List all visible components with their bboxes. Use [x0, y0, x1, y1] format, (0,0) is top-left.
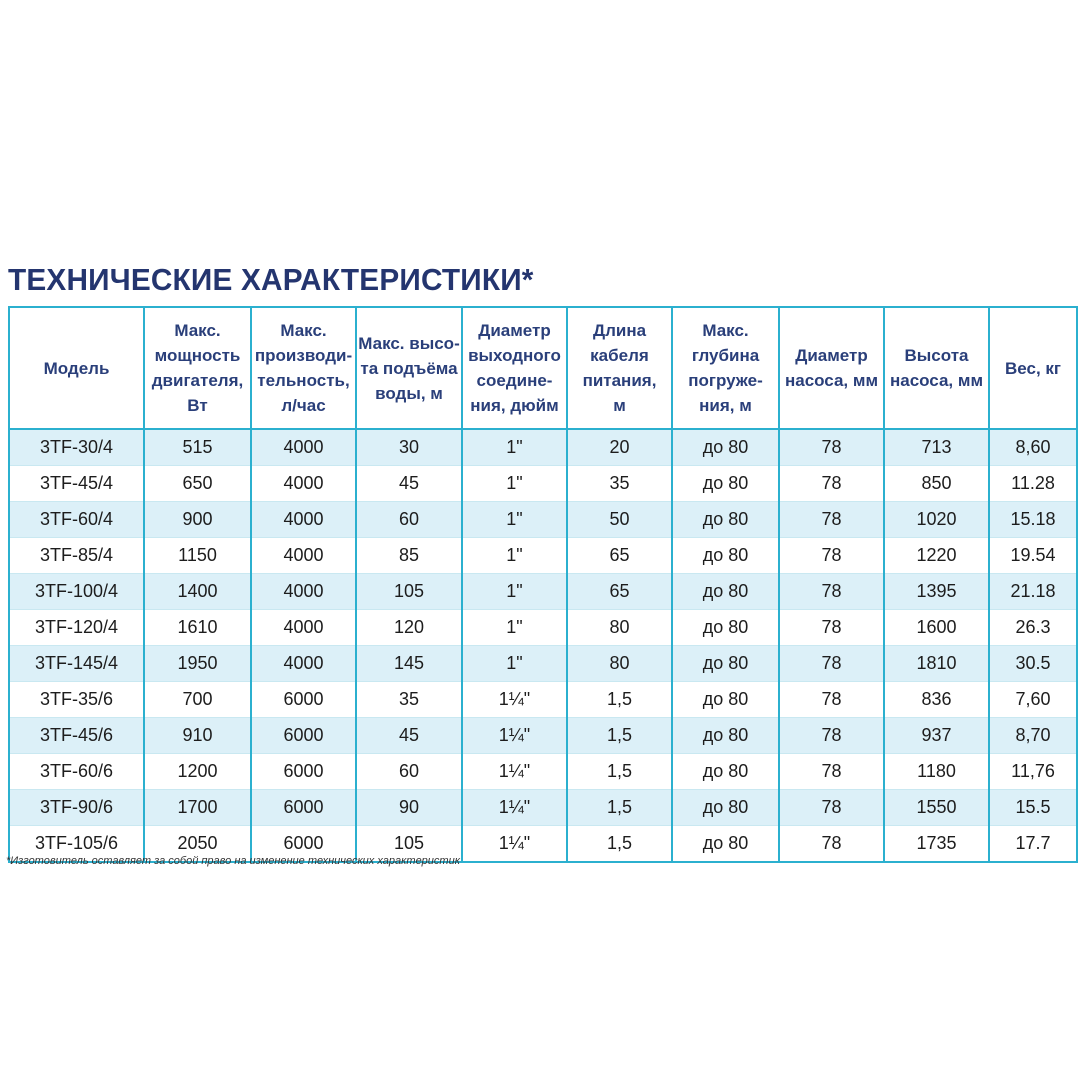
- table-row: [9, 718, 1077, 754]
- table-cell-max-power: 1200: [144, 754, 251, 790]
- table-cell-weight: 11,76: [989, 754, 1077, 790]
- table-cell-weight: 19.54: [989, 538, 1077, 574]
- table-cell-max-depth: до 80: [672, 466, 779, 502]
- table-cell-pump-diameter: 78: [779, 790, 884, 826]
- column-header-line: мощность: [154, 346, 241, 365]
- column-header-line: соедине-: [476, 371, 553, 390]
- table-cell-weight: 15.18: [989, 502, 1077, 538]
- table-cell-pump-diameter: 78: [779, 646, 884, 682]
- table-cell-max-depth: до 80: [672, 826, 779, 863]
- table-cell-max-power: 1610: [144, 610, 251, 646]
- table-cell-pump-height: 713: [884, 429, 989, 466]
- column-header-line: Длина: [592, 321, 647, 340]
- table-cell-max-head: 35: [356, 682, 462, 718]
- table-cell-max-power: 910: [144, 718, 251, 754]
- footnote: *Изготовитель оставляет за собой право на изменение технических характеристик: [6, 855, 460, 867]
- table-cell-max-capacity: 6000: [251, 790, 356, 826]
- column-header-line: м: [613, 396, 626, 415]
- table-cell-max-depth: до 80: [672, 790, 779, 826]
- table-cell-cable-length: 1,5: [567, 826, 672, 863]
- table-cell-max-head: 145: [356, 646, 462, 682]
- column-header-line: Вес, кг: [1005, 358, 1061, 378]
- table-row: [9, 574, 1077, 610]
- table-cell-outlet-diameter: 1¼": [462, 790, 567, 826]
- table-cell-model: 3TF-45/4: [9, 466, 144, 502]
- column-header-line: ния, м: [699, 396, 752, 415]
- column-header-line: питания,: [582, 371, 657, 390]
- table-cell-max-head: 105: [356, 574, 462, 610]
- table-header: [9, 307, 1077, 429]
- table-cell-model: 3TF-30/4: [9, 429, 144, 466]
- table-cell-max-power: 2050: [144, 826, 251, 863]
- table-cell-outlet-diameter: 1¼": [462, 754, 567, 790]
- table-cell-pump-diameter: 78: [779, 466, 884, 502]
- table-cell-cable-length: 1,5: [567, 682, 672, 718]
- column-header-line: тельность,: [257, 371, 350, 390]
- column-header-model: [9, 307, 144, 429]
- column-header-cable-length: [567, 307, 672, 429]
- table-cell-weight: 8,60: [989, 429, 1077, 466]
- table-cell-pump-diameter: 78: [779, 574, 884, 610]
- table-cell-max-head: 90: [356, 790, 462, 826]
- table-cell-weight: 21.18: [989, 574, 1077, 610]
- table-cell-max-capacity: 4000: [251, 574, 356, 610]
- column-header-pump-height: [884, 307, 989, 429]
- table-cell-model: 3TF-145/4: [9, 646, 144, 682]
- table-cell-pump-height: 1020: [884, 502, 989, 538]
- table-cell-model: 3TF-120/4: [9, 610, 144, 646]
- table-cell-pump-height: 850: [884, 466, 989, 502]
- table-row: [9, 682, 1077, 718]
- table-cell-cable-length: 1,5: [567, 718, 672, 754]
- table-cell-cable-length: 1,5: [567, 754, 672, 790]
- table-cell-model: 3TF-60/6: [9, 754, 144, 790]
- column-header-line: воды, м: [375, 383, 443, 403]
- table-cell-pump-diameter: 78: [779, 610, 884, 646]
- table-cell-weight: 30.5: [989, 646, 1077, 682]
- table-row: [9, 429, 1077, 466]
- table-cell-max-depth: до 80: [672, 429, 779, 466]
- table-cell-max-depth: до 80: [672, 610, 779, 646]
- column-header-line: кабеля: [590, 346, 649, 365]
- table-cell-model: 3TF-35/6: [9, 682, 144, 718]
- table-cell-max-capacity: 4000: [251, 610, 356, 646]
- column-header-line: Макс.: [174, 321, 221, 340]
- table-cell-outlet-diameter: 1": [462, 646, 567, 682]
- table-cell-max-head: 60: [356, 502, 462, 538]
- table-cell-outlet-diameter: 1": [462, 502, 567, 538]
- column-header-line: л/час: [281, 396, 326, 415]
- table-cell-cable-length: 35: [567, 466, 672, 502]
- table-cell-pump-height: 1395: [884, 574, 989, 610]
- table-cell-max-power: 1150: [144, 538, 251, 574]
- table-cell-pump-height: 1735: [884, 826, 989, 863]
- column-header-line: Диаметр: [478, 321, 551, 340]
- column-header-pump-diameter: [779, 307, 884, 429]
- table-cell-max-power: 1400: [144, 574, 251, 610]
- table-row: [9, 646, 1077, 682]
- column-header-max-capacity: [251, 307, 356, 429]
- column-header-line: насоса, мм: [784, 371, 879, 390]
- column-header-line: Макс.: [702, 321, 749, 340]
- table-cell-pump-height: 937: [884, 718, 989, 754]
- table-row: [9, 466, 1077, 502]
- table-row: [9, 538, 1077, 574]
- table-cell-max-head: 120: [356, 610, 462, 646]
- table-cell-max-power: 515: [144, 429, 251, 466]
- column-header-max-depth: [672, 307, 779, 429]
- column-header-line: производи-: [254, 346, 353, 365]
- table-cell-outlet-diameter: 1¼": [462, 718, 567, 754]
- column-header-line: погруже-: [688, 371, 763, 390]
- table-cell-pump-height: 836: [884, 682, 989, 718]
- table-cell-pump-diameter: 78: [779, 826, 884, 863]
- column-header-line: выходного: [468, 346, 561, 365]
- table-cell-pump-height: 1810: [884, 646, 989, 682]
- table-cell-model: 3TF-45/6: [9, 718, 144, 754]
- table-cell-max-depth: до 80: [672, 574, 779, 610]
- table-cell-max-capacity: 4000: [251, 502, 356, 538]
- table-row: [9, 790, 1077, 826]
- table-cell-max-head: 85: [356, 538, 462, 574]
- page-title: ТЕХНИЧЕСКИЕ ХАРАКТЕРИСТИКИ*: [8, 262, 534, 297]
- column-header-outlet-diameter: [462, 307, 567, 429]
- table-cell-pump-diameter: 78: [779, 754, 884, 790]
- table-cell-outlet-diameter: 1": [462, 610, 567, 646]
- table-cell-weight: 17.7: [989, 826, 1077, 863]
- table-cell-max-capacity: 4000: [251, 646, 356, 682]
- table-cell-pump-diameter: 78: [779, 538, 884, 574]
- column-header-line: двигателя,: [151, 371, 244, 390]
- table-cell-max-power: 1700: [144, 790, 251, 826]
- table-cell-max-depth: до 80: [672, 538, 779, 574]
- table-cell-pump-height: 1180: [884, 754, 989, 790]
- column-header-max-head: [356, 307, 462, 429]
- table-cell-outlet-diameter: 1¼": [462, 682, 567, 718]
- column-header-line: насоса, мм: [889, 371, 984, 390]
- table-cell-outlet-diameter: 1": [462, 538, 567, 574]
- table-cell-cable-length: 1,5: [567, 790, 672, 826]
- table-cell-max-power: 900: [144, 502, 251, 538]
- table-cell-max-depth: до 80: [672, 718, 779, 754]
- table-cell-max-head: 30: [356, 429, 462, 466]
- table-cell-cable-length: 80: [567, 610, 672, 646]
- table-cell-max-capacity: 4000: [251, 538, 356, 574]
- column-header-line: Макс.: [280, 321, 327, 340]
- table-cell-model: 3TF-90/6: [9, 790, 144, 826]
- column-header-line: та подъёма: [360, 358, 458, 378]
- table-cell-max-capacity: 6000: [251, 826, 356, 863]
- header-row: [9, 307, 1077, 429]
- table-cell-max-head: 45: [356, 466, 462, 502]
- table-cell-model: 3TF-85/4: [9, 538, 144, 574]
- table-cell-outlet-diameter: 1": [462, 429, 567, 466]
- table-cell-weight: 26.3: [989, 610, 1077, 646]
- table-cell-max-capacity: 6000: [251, 682, 356, 718]
- column-header-line: глубина: [691, 346, 760, 365]
- table-cell-max-power: 700: [144, 682, 251, 718]
- table-cell-weight: 11.28: [989, 466, 1077, 502]
- column-header-max-power: [144, 307, 251, 429]
- column-header-line: Вт: [187, 396, 208, 415]
- table-cell-cable-length: 65: [567, 574, 672, 610]
- table-cell-max-depth: до 80: [672, 682, 779, 718]
- table-cell-outlet-diameter: 1¼": [462, 826, 567, 863]
- column-header-line: Диаметр: [795, 346, 868, 365]
- table-cell-cable-length: 80: [567, 646, 672, 682]
- table-cell-pump-diameter: 78: [779, 718, 884, 754]
- table-cell-cable-length: 50: [567, 502, 672, 538]
- table-cell-max-depth: до 80: [672, 646, 779, 682]
- table-cell-pump-height: 1550: [884, 790, 989, 826]
- column-header-line: Высота: [904, 346, 969, 365]
- table-cell-model: 3TF-105/6: [9, 826, 144, 863]
- table-row: [9, 502, 1077, 538]
- table-cell-pump-diameter: 78: [779, 429, 884, 466]
- column-header-line: Макс. высо-: [358, 333, 460, 353]
- table-cell-pump-height: 1220: [884, 538, 989, 574]
- table-cell-cable-length: 65: [567, 538, 672, 574]
- table-cell-cable-length: 20: [567, 429, 672, 466]
- table-cell-weight: 7,60: [989, 682, 1077, 718]
- column-header-line: ния, дюйм: [470, 396, 559, 415]
- column-header-line: Модель: [43, 358, 110, 378]
- table-cell-pump-diameter: 78: [779, 682, 884, 718]
- table-cell-max-power: 1950: [144, 646, 251, 682]
- table-cell-max-capacity: 4000: [251, 429, 356, 466]
- table-cell-model: 3TF-100/4: [9, 574, 144, 610]
- table-cell-max-depth: до 80: [672, 502, 779, 538]
- table-cell-outlet-diameter: 1": [462, 466, 567, 502]
- table-cell-max-capacity: 6000: [251, 718, 356, 754]
- table-cell-pump-diameter: 78: [779, 502, 884, 538]
- table-cell-max-capacity: 6000: [251, 754, 356, 790]
- table-cell-max-head: 60: [356, 754, 462, 790]
- table-row: [9, 610, 1077, 646]
- specifications-table: [8, 306, 1078, 863]
- table-cell-weight: 15.5: [989, 790, 1077, 826]
- column-header-weight: [989, 307, 1077, 429]
- table-cell-max-depth: до 80: [672, 754, 779, 790]
- table-row: [9, 754, 1077, 790]
- table-body: [9, 429, 1077, 862]
- table-cell-max-head: 45: [356, 718, 462, 754]
- table-cell-outlet-diameter: 1": [462, 574, 567, 610]
- table-cell-max-power: 650: [144, 466, 251, 502]
- table-cell-weight: 8,70: [989, 718, 1077, 754]
- table-cell-model: 3TF-60/4: [9, 502, 144, 538]
- table-cell-max-capacity: 4000: [251, 466, 356, 502]
- table-cell-pump-height: 1600: [884, 610, 989, 646]
- table-cell-max-head: 105: [356, 826, 462, 863]
